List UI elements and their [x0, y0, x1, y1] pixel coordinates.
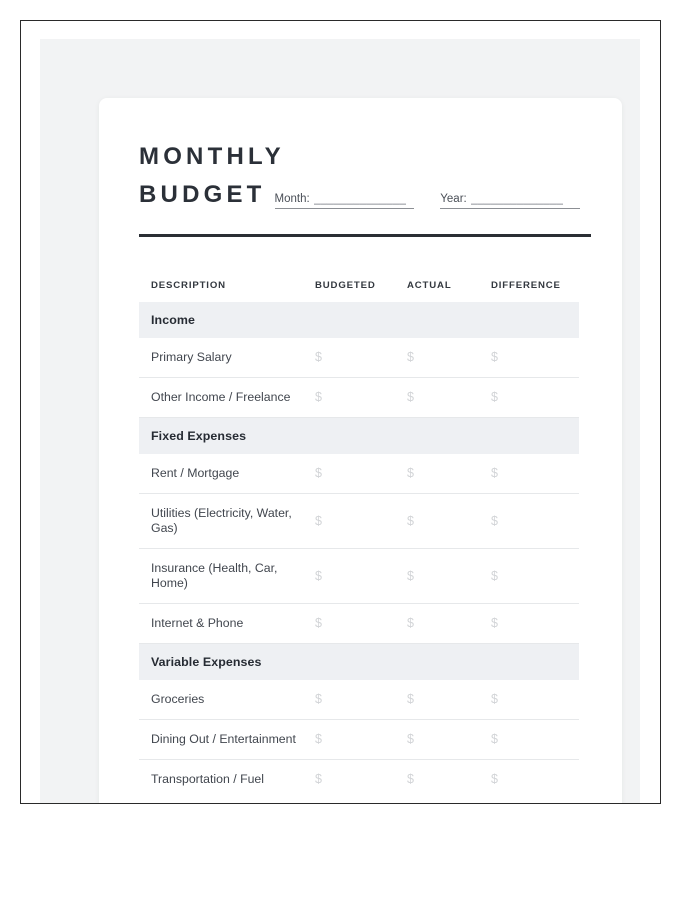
year-field-input[interactable]: ______________ — [470, 193, 564, 205]
row-difference-input[interactable]: $ — [491, 549, 579, 604]
section-header-label: Income — [139, 302, 579, 338]
row-budgeted-input[interactable]: $ — [315, 378, 407, 418]
month-field-label: Month: — [274, 193, 310, 205]
table-row — [139, 680, 579, 720]
row-actual-input[interactable]: $ — [407, 378, 491, 418]
row-difference-input[interactable]: $ — [491, 720, 579, 760]
budget-table-head — [139, 273, 579, 302]
row-description: Transportation / Fuel — [151, 772, 265, 786]
row-description: Utilities (Electricity, Water, Gas) — [139, 494, 315, 549]
row-budgeted-input[interactable]: $ — [315, 338, 407, 378]
column-header-budgeted: BUDGETED — [315, 280, 376, 291]
column-header-difference: DIFFERENCE — [491, 280, 561, 291]
row-description: Insurance (Health, Car, Home) — [139, 549, 315, 604]
document-meta-fields — [275, 193, 580, 214]
row-budgeted-input[interactable]: $ — [315, 494, 407, 549]
row-description: Groceries — [139, 680, 315, 720]
year-field-label: Year: — [440, 193, 467, 205]
row-actual-input[interactable]: $ — [407, 338, 491, 378]
row-difference-input[interactable]: $ — [491, 338, 579, 378]
row-description: Dining Out / Entertainment — [139, 720, 315, 760]
section-header-row — [139, 302, 579, 338]
row-budgeted-input[interactable]: $ — [315, 680, 407, 720]
row-actual-input[interactable]: $ — [407, 604, 491, 644]
row-description: Rent / Mortgage — [139, 454, 315, 494]
month-field-input[interactable]: ______________ — [313, 193, 407, 205]
table-row — [139, 604, 579, 644]
title-line-1 — [139, 138, 580, 176]
year-field[interactable] — [440, 193, 580, 209]
budget-table-body — [139, 302, 579, 799]
row-actual-input[interactable]: $ — [407, 549, 491, 604]
row-budgeted-input[interactable]: $ — [315, 454, 407, 494]
row-difference-input[interactable]: $ — [491, 378, 579, 418]
row-difference-input[interactable]: $ — [491, 772, 498, 786]
table-row — [139, 720, 579, 760]
row-actual-input[interactable]: $ — [407, 680, 491, 720]
section-header-label: Variable Expenses — [139, 644, 579, 681]
table-header-row — [139, 273, 579, 302]
column-header-description: DESCRIPTION — [151, 280, 226, 291]
table-row — [139, 378, 579, 418]
row-difference-input[interactable]: $ — [491, 494, 579, 549]
row-budgeted-input[interactable]: $ — [315, 604, 407, 644]
header-divider-rule — [139, 234, 591, 237]
row-description: Primary Salary — [139, 338, 315, 378]
column-header-actual: ACTUAL — [407, 280, 452, 291]
table-row — [139, 338, 579, 378]
section-header-label: Fixed Expenses — [139, 418, 579, 455]
table-row — [139, 549, 579, 604]
row-budgeted-input[interactable]: $ — [315, 549, 407, 604]
month-field[interactable] — [275, 193, 415, 209]
page-backdrop — [40, 39, 640, 804]
printable-page-frame — [20, 20, 661, 804]
table-row — [139, 494, 579, 549]
row-description: Other Income / Freelance — [139, 378, 315, 418]
row-difference-input[interactable]: $ — [491, 680, 579, 720]
row-budgeted-input[interactable]: $ — [315, 772, 322, 786]
budget-table — [139, 273, 579, 799]
row-actual-input[interactable]: $ — [407, 454, 491, 494]
page-title-budget: BUDGET — [139, 181, 266, 208]
row-actual-input[interactable]: $ — [407, 772, 414, 786]
row-actual-input[interactable]: $ — [407, 720, 491, 760]
row-difference-input[interactable]: $ — [491, 604, 579, 644]
budget-document-card — [99, 98, 622, 804]
row-difference-input[interactable]: $ — [491, 454, 579, 494]
title-line-2-row — [139, 176, 580, 214]
table-row — [139, 454, 579, 494]
table-row — [139, 760, 579, 800]
document-header — [99, 98, 622, 237]
row-budgeted-input[interactable]: $ — [315, 720, 407, 760]
section-header-row — [139, 418, 579, 455]
page-title-monthly: MONTHLY — [139, 143, 285, 170]
section-header-row — [139, 644, 579, 681]
row-actual-input[interactable]: $ — [407, 494, 491, 549]
row-description: Internet & Phone — [139, 604, 315, 644]
